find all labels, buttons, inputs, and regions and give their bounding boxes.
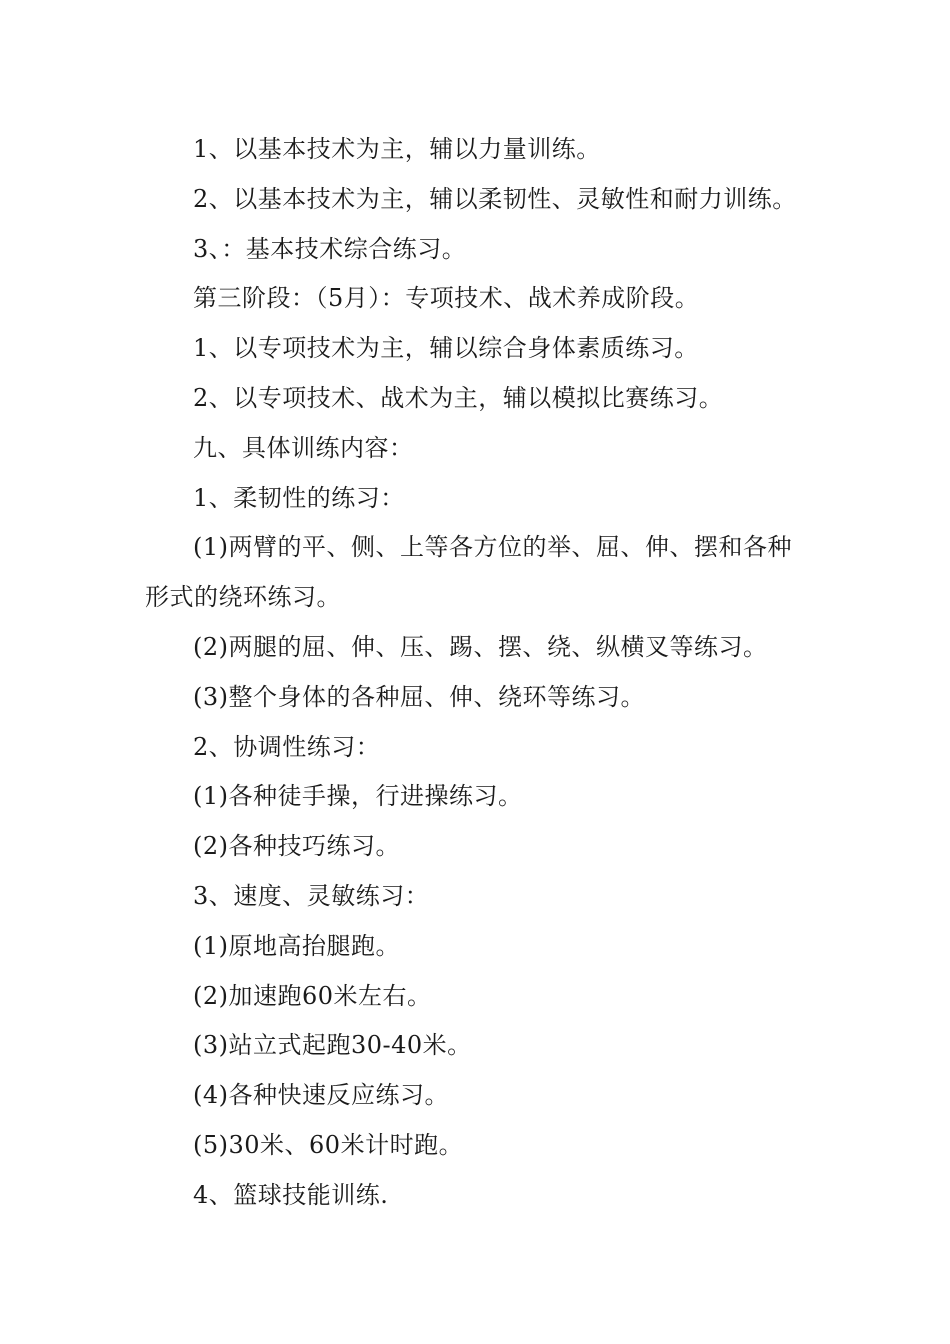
subheading-basketball-skills: 4、篮球技能训练. bbox=[193, 1180, 389, 1209]
section-heading-training-content: 九、具体训练内容： bbox=[193, 433, 414, 462]
list-item-coordination-1: (1)各种徒手操，行进操练习。 bbox=[193, 782, 523, 811]
paragraph-3: 3、：基本技术综合练习。 bbox=[193, 234, 467, 263]
list-item-speed-4: (4)各种快速反应练习。 bbox=[193, 1081, 449, 1110]
list-item-flexibility-2: (2)两腿的屈、伸、压、踢、摆、绕、纵横叉等练习。 bbox=[193, 632, 768, 661]
subheading-coordination: 2、协调性练习： bbox=[193, 732, 381, 761]
subheading-speed-agility: 3、速度、灵敏练习： bbox=[193, 881, 430, 910]
paragraph-5: 1、以专项技术为主，辅以综合身体素质练习。 bbox=[193, 334, 699, 363]
list-item-speed-5: (5)30米、60米计时跑。 bbox=[193, 1130, 464, 1159]
list-item-speed-3: (3)站立式起跑30-40米。 bbox=[193, 1031, 472, 1060]
list-item-speed-1: (1)原地高抬腿跑。 bbox=[193, 931, 400, 960]
paragraph-1: 1、以基本技术为主，辅以力量训练。 bbox=[193, 135, 601, 163]
list-item-flexibility-1: (1)两臂的平、侧、上等各方位的举、屈、伸、摆和各种形式的绕环练习。 bbox=[145, 533, 792, 612]
list-item-flexibility-3: (3)整个身体的各种屈、伸、绕环等练习。 bbox=[193, 682, 645, 711]
paragraph-6: 2、以专项技术、战术为主，辅以模拟比赛练习。 bbox=[193, 383, 724, 412]
subheading-flexibility: 1、柔韧性的练习： bbox=[193, 483, 405, 512]
section-heading-stage-three: 第三阶段：（5月）：专项技术、战术养成阶段。 bbox=[193, 284, 700, 313]
document-body bbox=[145, 125, 815, 1221]
list-item-speed-2: (2)加速跑60米左右。 bbox=[193, 981, 432, 1010]
paragraph-2: 2、以基本技术为主，辅以柔韧性、灵敏性和耐力训练。 bbox=[193, 184, 797, 213]
list-item-coordination-2: (2)各种技巧练习。 bbox=[193, 832, 400, 861]
